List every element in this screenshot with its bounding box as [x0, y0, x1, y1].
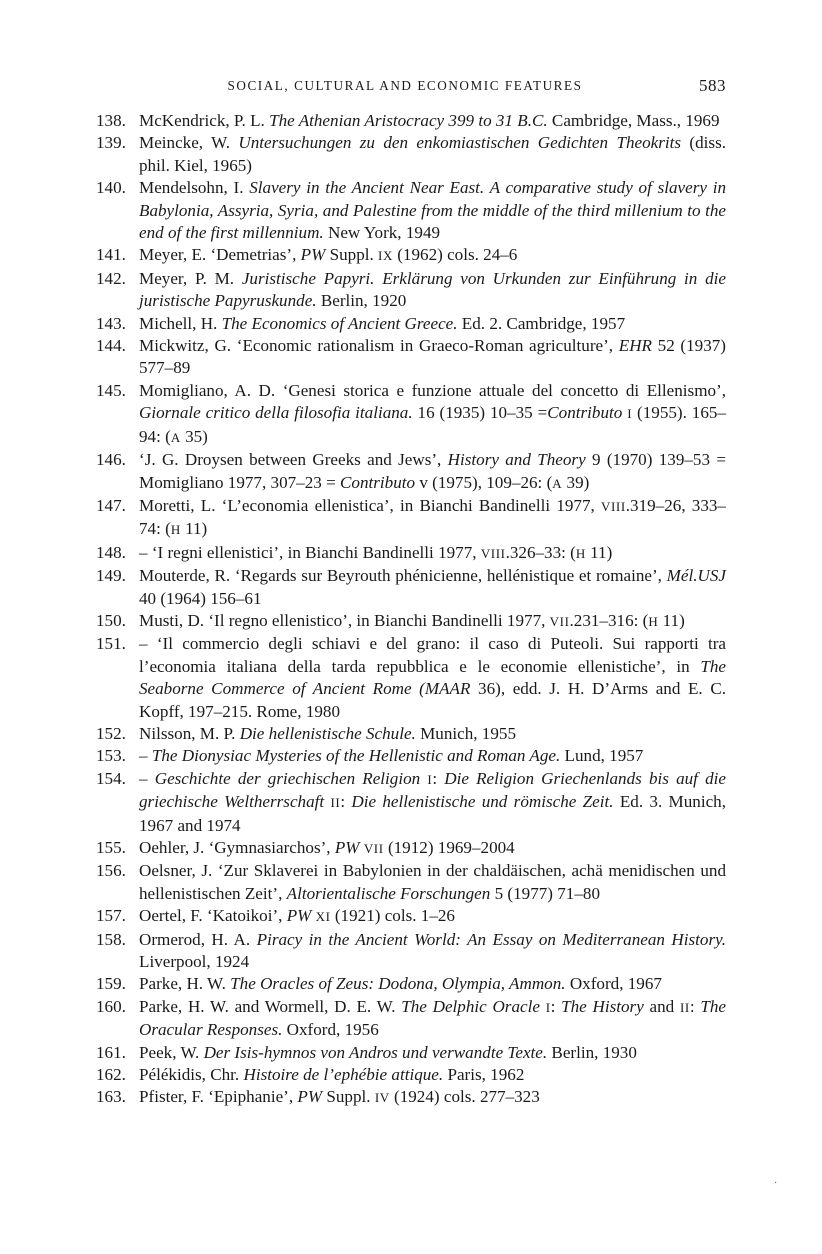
bibliography-entry: [96, 723, 726, 745]
entry-number: 139.: [96, 133, 126, 153]
entry-text: –: [139, 768, 155, 788]
entry-text: Parke, H. W.: [139, 974, 231, 994]
entry-title-italic: The Athenian Aristocracy 399 to 31 B.C.: [269, 111, 548, 130]
entry-text: Parke, H. W. and Wormell, D. E. W.: [139, 996, 402, 1016]
entry-text: Berlin, 1930: [547, 1042, 637, 1062]
entry-title-italic: The Economics of Ancient Greece.: [221, 313, 458, 333]
bibliography-entry: [96, 1086, 726, 1109]
entry-number: 152.: [96, 723, 126, 743]
entry-title-italic: The Seaborne Commerce of Ancient Rome (MAAR: [139, 656, 726, 699]
bibliography-entry: [96, 745, 726, 767]
entry-text: Meyer, P. M.: [139, 268, 242, 288]
entry-title-italic: Mél.USJ: [666, 566, 726, 586]
bibliography-entry: [96, 110, 726, 132]
entry-text: Ed. 3. Munich, 1967 and 1974: [139, 792, 726, 835]
entry-text: (1955). 165–94: (: [139, 403, 726, 446]
entry-number: 141.: [96, 245, 126, 265]
entry-text: IV: [374, 1090, 390, 1106]
entry-text: Munich, 1955: [415, 723, 516, 743]
entry-text: Michell, H.: [139, 313, 222, 333]
entry-text: Momigliano, A. D. ‘Genesi storica e funzione attuale del concetto di Ellenismo’,: [139, 380, 726, 400]
bibliography-entry: [96, 177, 726, 244]
entry-text: II: [679, 999, 690, 1015]
entry-text: :: [340, 792, 352, 812]
entry-number: 150.: [96, 610, 126, 630]
entry-text: Oxford, 1967: [565, 974, 662, 994]
entry-title-italic: History and Theory: [447, 450, 586, 470]
bibliography-entry: [96, 542, 726, 565]
bibliography-entry: [96, 837, 726, 860]
entry-text: Moretti, L. ‘L’economia ellenistica’, in Bianchi Bandinelli 1977,: [139, 495, 601, 515]
entry-title-italic: Contributo: [547, 403, 623, 423]
entry-text: Oertel, F. ‘Katoikoi’,: [139, 906, 287, 926]
entry-number: 153.: [96, 746, 126, 766]
entry-text: A: [170, 429, 181, 445]
entry-title-italic: PW: [286, 906, 312, 926]
entry-number: 151.: [96, 634, 126, 654]
entry-text: Mouterde, R. ‘Regards sur Beyrouth phénicienne, hellénistique et romaine’,: [139, 566, 667, 586]
entry-title-italic: Die hellenistische Schule.: [239, 723, 416, 743]
entry-text: H: [648, 613, 659, 629]
entry-number: 162.: [96, 1065, 126, 1085]
entry-text: 40 (1964) 156–61: [139, 588, 262, 608]
entry-text: Musti, D. ‘Il regno ellenistico’, in Bianchi Bandinelli 1977,: [139, 610, 550, 630]
entry-text: –: [139, 746, 152, 766]
running-title: SOCIAL, CULTURAL AND ECONOMIC FEATURES: [227, 78, 583, 93]
entry-text: Ed. 2. Cambridge, 1957: [457, 313, 626, 333]
entry-text: (diss. phil. Kiel, 1965): [139, 133, 726, 175]
entry-text: (1921) cols. 1–26: [330, 906, 455, 926]
bibliography-entry: [96, 610, 726, 633]
entry-text: Meyer, E. ‘Demetrias’,: [139, 245, 301, 265]
entry-number: 154.: [96, 768, 126, 788]
entry-number: 138.: [96, 111, 126, 130]
entry-text: and: [643, 996, 680, 1016]
entry-number: 157.: [96, 906, 126, 926]
entry-text: – ‘I regni ellenistici’, in Bianchi Bandinelli 1977,: [139, 542, 481, 562]
bibliography-entry: [96, 633, 726, 723]
bibliography-entry: [96, 132, 726, 177]
entry-text: I: [427, 771, 433, 787]
entry-text: I: [545, 999, 551, 1015]
entry-title-italic: The History: [561, 996, 644, 1016]
entry-text: XI: [315, 909, 331, 925]
entry-text: – ‘Il commercio degli schiavi e del grano: il caso di Puteoli. Sui rapporti tra l’economia italiana della tarda repubblica e le economie ellenistiche’, in: [139, 634, 726, 676]
entry-title-italic: The Dionysiac Mysteries of the Hellenistic and Roman Age.: [151, 746, 561, 766]
entry-number: 160.: [96, 996, 126, 1016]
entry-text: Meincke, W.: [139, 133, 239, 153]
entry-text: VII: [549, 613, 570, 629]
entry-text: Ormerod, H. A.: [139, 929, 257, 949]
entry-text: Suppl.: [325, 245, 379, 265]
bibliography-entry: [96, 313, 726, 335]
entry-text: II: [330, 795, 341, 811]
entry-title-italic: Slavery in the Ancient Near East. A comparative study of slavery in Babylonia, Assyria, Syria, and Palestine from the middle of the third millenium to the end of the first millennium.: [139, 178, 726, 243]
bibliography-entry: [96, 565, 726, 610]
entry-title-italic: PW: [300, 245, 326, 265]
entry-text: v (1975), 109–26: (: [415, 472, 553, 492]
entry-title-italic: Piracy in the Ancient World: An Essay on Mediterranean History.: [256, 929, 727, 949]
entry-text: 11): [180, 519, 208, 539]
entry-number: 159.: [96, 974, 126, 994]
entry-number: 156.: [96, 861, 126, 881]
entry-title-italic: Untersuchungen zu den enkomiastischen Gedichten Theokrits: [238, 133, 682, 153]
entry-text: ‘J. G. Droysen between Greeks and Jews’,: [139, 450, 448, 470]
entry-text: (1912) 1969–2004: [383, 838, 515, 857]
entry-text: 36), edd. J. H. D’Arms and E. C. Kopff, 197–215. Rome, 1980: [139, 679, 726, 721]
entry-title-italic: Geschichte der griechischen Religion: [154, 768, 421, 788]
entry-number: 140.: [96, 178, 126, 198]
entry-text: (1924) cols. 277–323: [389, 1087, 540, 1107]
entry-number: 142.: [96, 268, 126, 288]
entry-text: Nilsson, M. P.: [139, 723, 240, 743]
entry-text: 9 (1970) 139–53 = Momigliano 1977, 307–23 =: [139, 450, 726, 492]
bibliography-entry: [96, 768, 726, 837]
entry-text: A: [552, 475, 563, 491]
entry-number: 147.: [96, 495, 126, 515]
entry-text: Oxford, 1956: [282, 1020, 379, 1040]
entry-text: Mendelsohn, I.: [139, 178, 250, 198]
entry-text: Paris, 1962: [443, 1065, 525, 1085]
bibliography-entry: [96, 905, 726, 928]
bibliography-entry: [96, 244, 726, 267]
entry-text: (1962) cols. 24–6: [392, 245, 518, 265]
bibliography-entry: [96, 449, 726, 495]
entry-text: 11): [585, 542, 613, 562]
entry-text: :: [550, 996, 562, 1016]
entry-text: Peek, W.: [139, 1042, 204, 1062]
entry-number: 146.: [96, 450, 126, 470]
entry-title-italic: Die hellenistische und römische Zeit.: [351, 792, 614, 812]
entry-text: 39): [562, 472, 590, 492]
entry-title-italic: Giornale critico della filosofia italiana.: [139, 403, 413, 423]
entry-title-italic: Der Isis-hymnos von Andros und verwandte Texte.: [203, 1042, 548, 1062]
entry-text: :: [689, 996, 701, 1016]
entry-text: Oehler, J. ‘Gymnasiarchos’,: [139, 838, 335, 857]
entry-text: I: [627, 406, 633, 422]
bibliography-entry: [96, 973, 726, 995]
bibliography-entry: [96, 1064, 726, 1086]
bibliography-list: [96, 110, 726, 1110]
entry-text: New York, 1949: [323, 223, 441, 243]
entry-text: 5 (1977) 71–80: [490, 883, 600, 903]
bibliography-entry: [96, 495, 726, 542]
entry-text: VIII: [480, 545, 506, 561]
bibliography-entry: [96, 268, 726, 313]
entry-text: Liverpool, 1924: [139, 952, 250, 972]
entry-number: 143.: [96, 313, 126, 333]
entry-text: 35): [180, 426, 208, 446]
bibliography-entry: [96, 929, 726, 974]
entry-text: Pfister, F. ‘Epiphanie’,: [139, 1087, 298, 1107]
entry-text: 52 (1937) 577–89: [139, 336, 726, 378]
entry-title-italic: The Oracular Responses.: [139, 996, 726, 1040]
bibliography-entry: [96, 996, 726, 1042]
entry-text: VIII: [600, 498, 626, 514]
entry-text: .326–33: (: [505, 542, 576, 562]
entry-number: 149.: [96, 566, 126, 586]
entry-text: VII: [363, 841, 384, 856]
entry-number: 144.: [96, 336, 126, 356]
entry-text: Berlin, 1920: [316, 291, 407, 311]
entry-title-italic: The Oracles of Zeus: Dodona, Olympia, Ammon.: [230, 974, 566, 994]
entry-text: 16 (1935) 10–35 =: [412, 403, 548, 423]
bibliography-entry: [96, 380, 726, 449]
entry-text: Suppl.: [322, 1087, 375, 1107]
entry-text: H: [575, 545, 586, 561]
page-number: 583: [699, 76, 726, 95]
entry-text: .231–316: (: [569, 610, 649, 630]
entry-title-italic: The Delphic Oracle: [401, 996, 540, 1016]
bibliography-entry: [96, 335, 726, 380]
entry-title-italic: PW: [297, 1087, 323, 1107]
entry-text: 11): [658, 610, 685, 630]
bibliography-entry: [96, 860, 726, 905]
entry-title-italic: PW: [334, 838, 360, 857]
entry-title-italic: EHR: [618, 336, 652, 356]
entry-number: 145.: [96, 380, 126, 400]
entry-text: Lund, 1957: [560, 746, 644, 766]
entry-text: Pélékidis, Chr.: [139, 1065, 244, 1085]
bibliography-entry: [96, 1042, 726, 1064]
entry-number: 161.: [96, 1042, 126, 1062]
entry-text: Mickwitz, G. ‘Economic rationalism in Graeco-Roman agriculture’,: [139, 336, 619, 356]
entry-title-italic: Contributo: [340, 472, 416, 492]
entry-number: 155.: [96, 838, 126, 857]
entry-text: .319–26, 333–74: (: [139, 495, 726, 539]
entry-title-italic: Histoire de l’ephébie attique.: [243, 1065, 444, 1085]
entry-text: McKendrick, P. L.: [139, 111, 270, 130]
stray-mark: ·: [774, 1178, 778, 1189]
entry-text: H: [170, 522, 181, 538]
entry-text: :: [432, 768, 445, 788]
entry-text: Cambridge, Mass., 1969: [547, 111, 720, 130]
entry-number: 148.: [96, 542, 126, 562]
entry-number: 163.: [96, 1087, 126, 1107]
entry-title-italic: Die Religion Griechenlands bis auf die griechische Weltherrschaft: [139, 768, 726, 812]
entry-text: Oelsner, J. ‘Zur Sklaverei in Babylonien in der chaldäischen, achä menidischen und hellenistischen Zeit’,: [139, 861, 726, 903]
entry-title-italic: Juristische Papyri. Erklärung von Urkunden zur Einführung in die juristische Papyruskunde.: [139, 268, 726, 311]
entry-number: 158.: [96, 929, 126, 949]
entry-title-italic: Altorientalische Forschungen: [286, 883, 491, 903]
entry-text: IX: [378, 248, 393, 264]
